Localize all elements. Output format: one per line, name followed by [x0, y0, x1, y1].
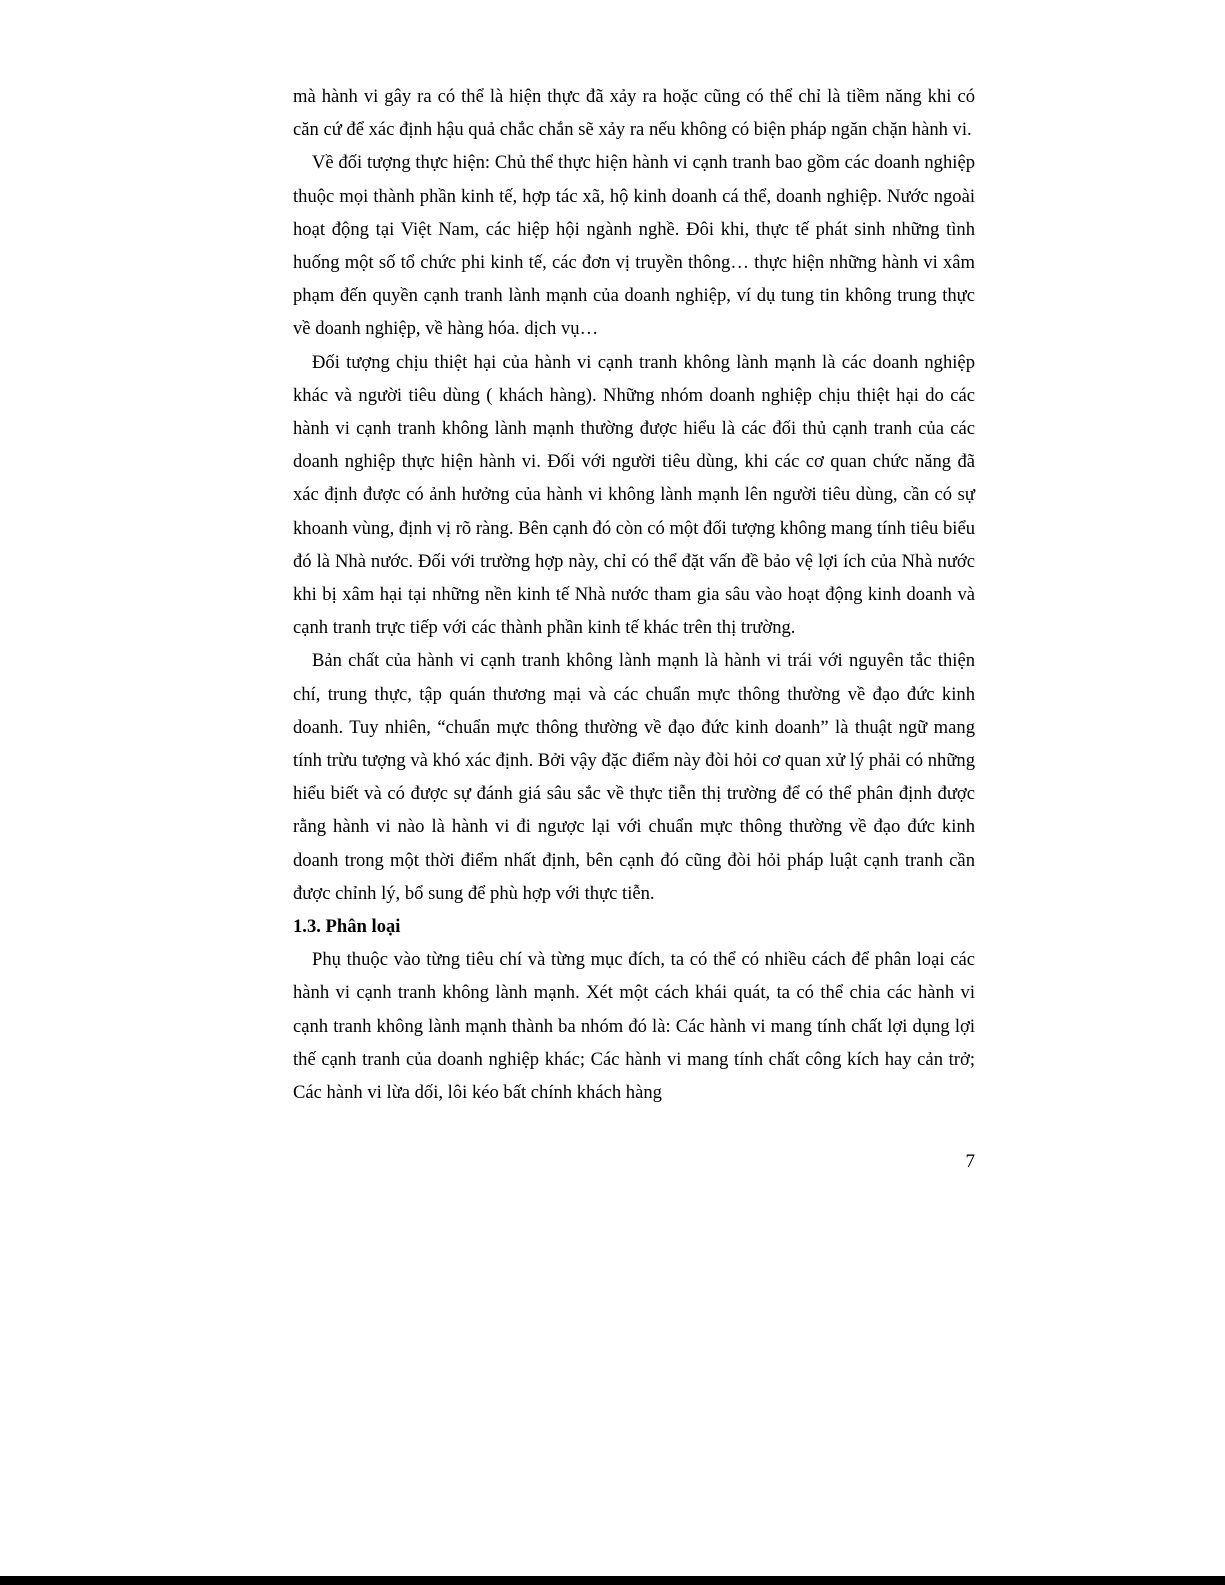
section-heading: 1.3. Phân loại	[293, 916, 401, 938]
paragraph-classification: Phụ thuộc vào từng tiêu chí và từng mục đích, ta có thể có nhiều cách để phân loại các hành vi cạnh tranh không lành mạnh. Xét một cách khái quát, ta có thể chia các hành vi cạnh tranh không lành mạnh thành ba nhóm đó là: Các hành vi mang tính chất lợi dụng lợi thế cạnh tranh của doanh nghiệp khác; Các hành vi mang tính chất công kích hay cản trở; Các hành vi lừa dối, lôi kéo bất chính khách hàng	[293, 949, 975, 1104]
document-body	[293, 80, 975, 1109]
paragraph-injured-party: Đối tượng chịu thiệt hại của hành vi cạnh tranh không lành mạnh là các doanh nghiệp khác và người tiêu dùng ( khách hàng). Những nhóm doanh nghiệp chịu thiệt hại do các hành vi cạnh tranh không lành mạnh thường được hiểu là các đối thủ cạnh tranh của các doanh nghiệp thực hiện hành vi. Đối với người tiêu dùng, khi các cơ quan chức năng đã xác định được có ảnh hưởng của hành vi không lành mạnh lên người tiêu dùng, cần có sự khoanh vùng, định vị rõ ràng. Bên cạnh đó còn có một đối tượng không mang tính tiêu biểu đó là Nhà nước. Đối với trường hợp này, chỉ có thể đặt vấn đề bảo vệ lợi ích của Nhà nước khi bị xâm hại tại những nền kinh tế Nhà nước tham gia sâu vào hoạt động kinh doanh và cạnh tranh trực tiếp với các thành phần kinh tế khác trên thị trường.	[293, 351, 975, 639]
paragraph-continuation: mà hành vi gây ra có thể là hiện thực đã xảy ra hoặc cũng có thể chỉ là tiềm năng khi có căn cứ để xác định hậu quả chắc chắn sẽ xảy ra nếu không có biện pháp ngăn chặn hành vi.	[293, 86, 975, 141]
bottom-border	[0, 1576, 1225, 1585]
paragraph-performing-subject: Về đối tượng thực hiện: Chủ thể thực hiện hành vi cạnh tranh bao gồm các doanh nghiệp thuộc mọi thành phần kinh tế, hợp tác xã, hộ kinh doanh cá thể, doanh nghiệp. Nước ngoài hoạt động tại Việt Nam, các hiệp hội ngành nghề. Đôi khi, thực tế phát sinh những tình huống một số tổ chức phi kinh tế, các đơn vị truyền thông… thực hiện những hành vi xâm phạm đến quyền cạnh tranh lành mạnh của doanh nghiệp, ví dụ tung tin không trung thực về doanh nghiệp, về hàng hóa. dịch vụ…	[293, 152, 975, 340]
page-number: 7	[965, 1151, 975, 1172]
paragraph-nature: Bản chất của hành vi cạnh tranh không lành mạnh là hành vi trái với nguyên tắc thiện chí, trung thực, tập quán thương mại và các chuẩn mực thông thường về đạo đức kinh doanh. Tuy nhiên, “chuẩn mực thông thường về đạo đức kinh doanh” là thuật ngữ mang tính trừu tượng và khó xác định. Bởi vậy đặc điểm này đòi hỏi cơ quan xử lý phải có những hiểu biết và có được sự đánh giá sâu sắc về thực tiễn thị trường để có thể phân định được rằng hành vi nào là hành vi đi ngược lại với chuẩn mực thông thường về đạo đức kinh doanh trong một thời điểm nhất định, bên cạnh đó cũng đòi hỏi pháp luật cạnh tranh cần được chỉnh lý, bổ sung để phù hợp với thực tiễn.	[293, 650, 975, 904]
